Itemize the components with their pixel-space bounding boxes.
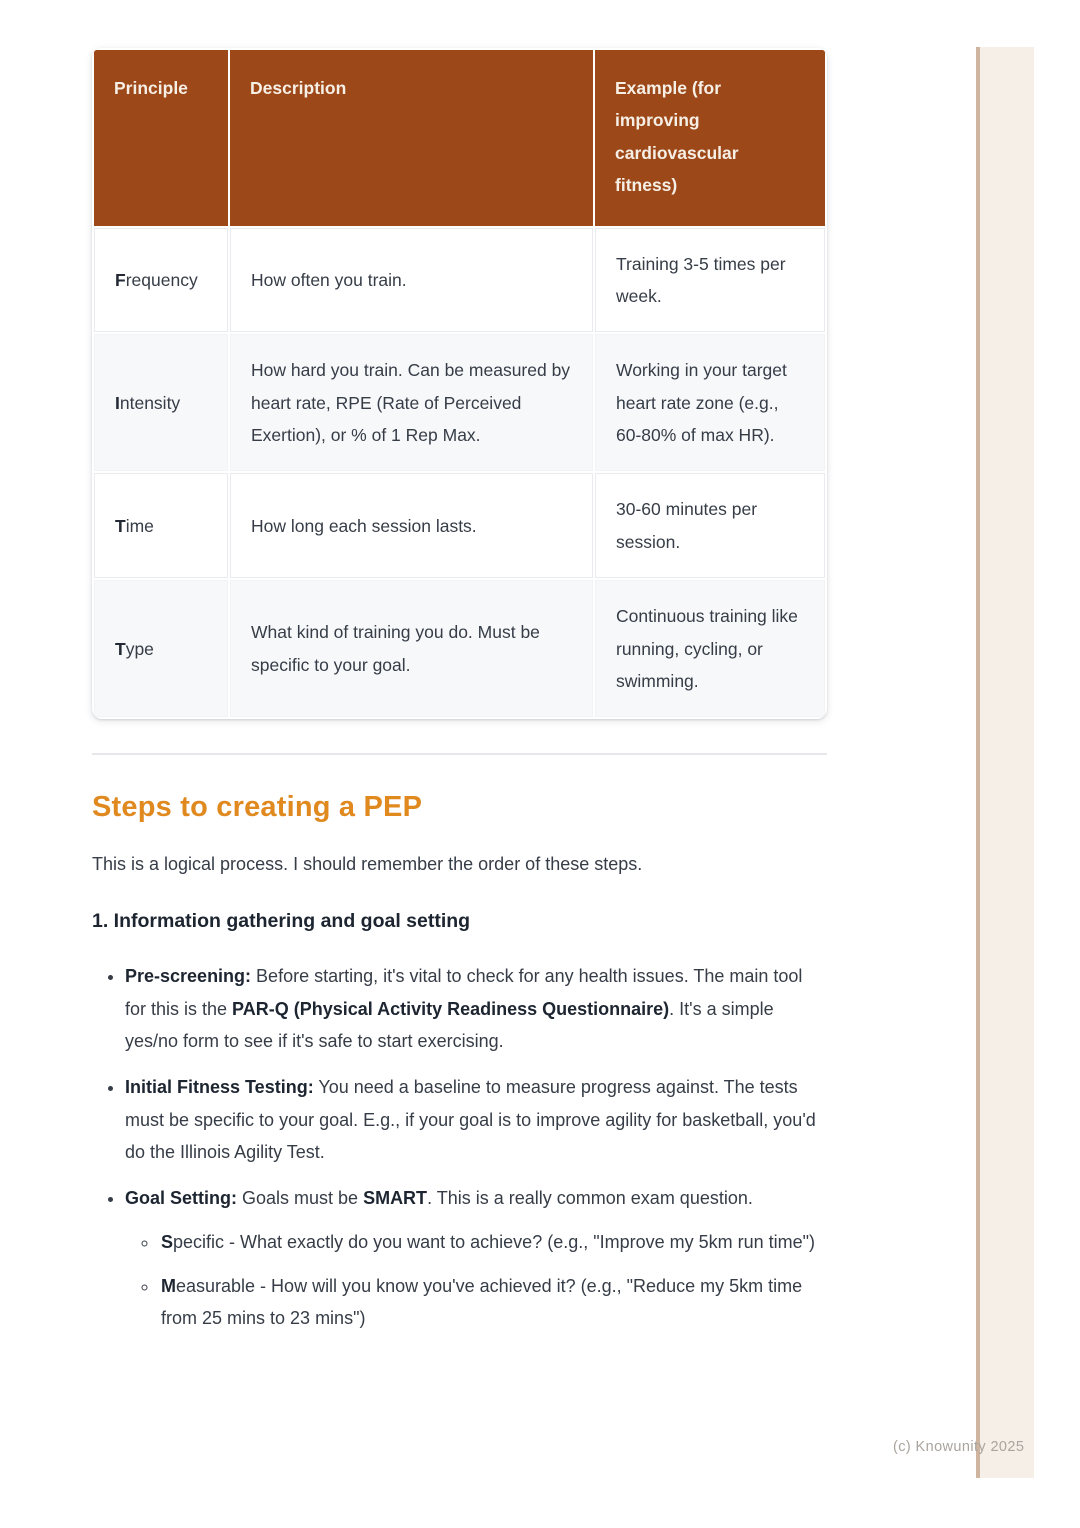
table-row-time: [94, 473, 825, 578]
principle-rest: ime: [125, 515, 154, 536]
principle-initial: I: [115, 392, 120, 413]
example-cell: Working in your target heart rate zone (e.g., 60-80% of max HR).: [595, 334, 825, 471]
description-cell: How often you train.: [230, 228, 593, 333]
principle-cell: [94, 473, 228, 578]
table-row-frequency: [94, 228, 825, 333]
bullet-fitness-testing: [125, 1071, 827, 1169]
description-cell: What kind of training you do. Must be specific to your goal.: [230, 580, 593, 717]
smart-initial: M: [161, 1275, 176, 1296]
bullet-label: Initial Fitness Testing:: [125, 1076, 314, 1097]
bullet-text: You need a baseline to measure progress against. The tests must be specific to your goal. E.g., if your goal is to improve agility for basketball, you'd do the Illinois Agility Test.: [125, 1076, 816, 1163]
description-cell: How hard you train. Can be measured by heart rate, RPE (Rate of Perceived Exertion), or % of 1 Rep Max.: [230, 334, 593, 471]
table-row-type: [94, 580, 825, 717]
principle-initial: T: [115, 515, 126, 536]
description-cell: How long each session lasts.: [230, 473, 593, 578]
example-cell: Continuous training like running, cycling, or swimming.: [595, 580, 825, 717]
sub-bullet-specific: [159, 1226, 827, 1259]
fitt-principles-table-wrapper: [92, 48, 827, 719]
principle-cell: [94, 228, 228, 333]
bullet-label: Pre-screening:: [125, 966, 252, 987]
sub-bullet-text: pecific - What exactly do you want to achieve? (e.g., "Improve my 5km run time"): [173, 1232, 816, 1253]
example-cell: 30-60 minutes per session.: [595, 473, 825, 578]
table-header-row: [94, 50, 825, 226]
smart-initial: S: [161, 1232, 174, 1253]
example-cell: Training 3-5 times per week.: [595, 228, 825, 333]
principle-rest: requency: [125, 269, 198, 290]
column-header-description: Description: [230, 50, 593, 226]
section-heading: Steps to creating a PEP: [92, 791, 423, 824]
bullet-bold-term: PAR-Q (Physical Activity Readiness Questionnaire): [232, 998, 670, 1019]
bullet-text: Before starting, it's vital to check for any health issues. The main tool for this is the: [125, 966, 803, 1019]
intro-paragraph: This is a logical process. I should remember the order of these steps.: [92, 854, 643, 875]
principle-initial: T: [115, 638, 126, 659]
bullet-text: . This is a really common exam question.: [427, 1187, 753, 1208]
principle-rest: ntensity: [119, 392, 181, 413]
sub-bullet-text: easurable - How will you know you've achieved it? (e.g., "Reduce my 5km time from 25 mins to 23 mins"): [161, 1275, 803, 1329]
fitt-principles-table: [92, 48, 827, 719]
smart-sub-list: [125, 1226, 827, 1335]
bullet-goal-setting: [125, 1182, 827, 1335]
bullet-label: Goal Setting:: [125, 1187, 237, 1208]
content-column: [92, 48, 827, 1348]
copyright-watermark: (c) Knowunity 2025: [893, 1439, 1025, 1455]
column-header-principle: Principle: [94, 50, 228, 226]
principle-cell: [94, 334, 228, 471]
principle-initial: F: [115, 269, 126, 290]
bullet-prescreening: [125, 960, 827, 1058]
principle-cell: [94, 580, 228, 717]
principle-rest: ype: [125, 638, 154, 659]
bullet-bold-term: SMART: [363, 1187, 428, 1208]
page-edge-strip: [976, 47, 1034, 1478]
section-divider: [92, 753, 827, 755]
step1-bullet-list: [92, 960, 827, 1335]
bullet-text: . It's a simple yes/no form to see if it's safe to start exercising.: [125, 998, 774, 1052]
sub-bullet-measurable: [159, 1270, 827, 1335]
bullet-text: Goals must be: [237, 1187, 364, 1208]
table-row-intensity: [94, 334, 825, 471]
step1-heading: 1. Information gathering and goal setting: [92, 910, 471, 933]
column-header-example: Example (for improving cardiovascular fitness): [595, 50, 825, 226]
